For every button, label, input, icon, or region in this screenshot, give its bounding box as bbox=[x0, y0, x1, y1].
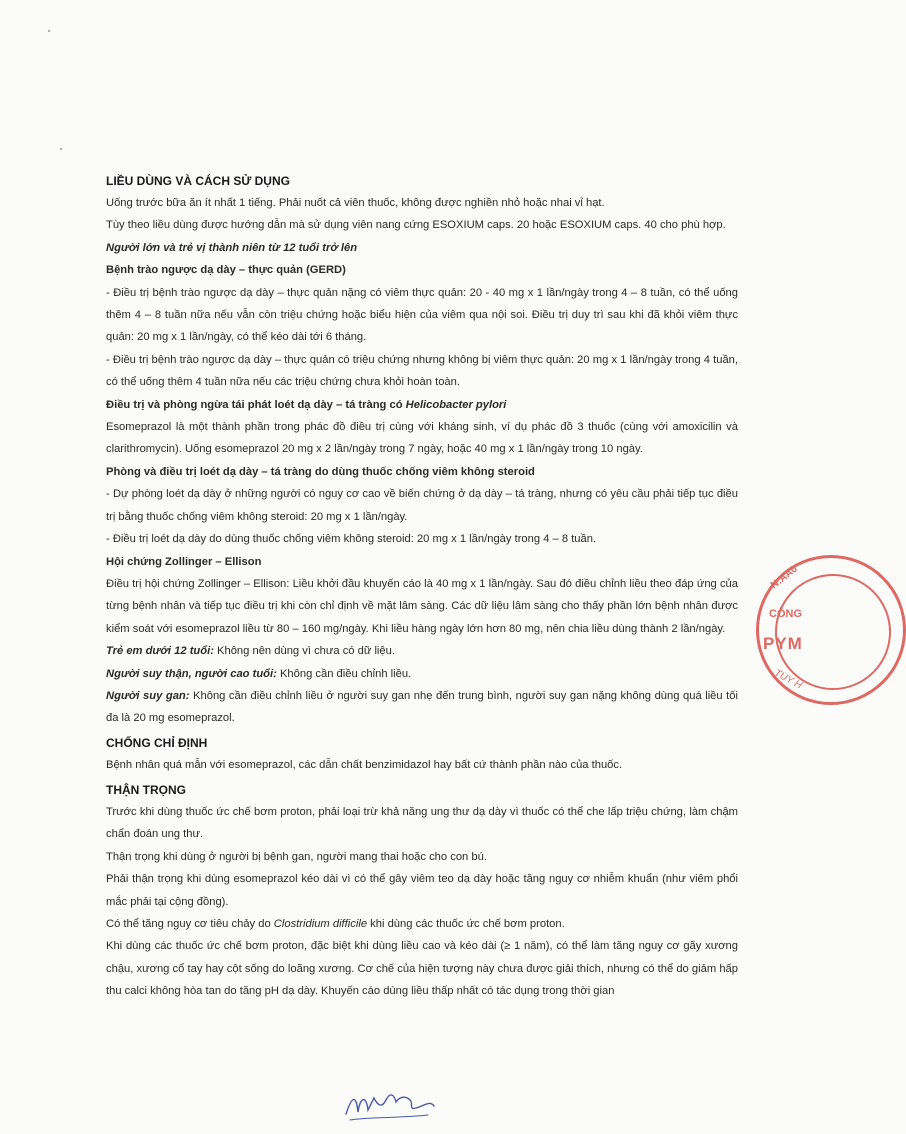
stamp-text-top: N:AA0 bbox=[768, 563, 800, 592]
stamp-inner-ring bbox=[775, 574, 891, 690]
paragraph: - Điều trị loét dạ dày do dùng thuốc chống viêm không steroid: 20 mg x 1 lần/ngày trong 4 – 8 tuần. bbox=[106, 533, 597, 546]
paragraph: Trước khi dùng thuốc ức chế bơm proton, phải loại trừ khả năng ung thư dạ dày vì thuốc có thể che lấp triệu chứng, làm chậm chẩn đoán ung thư. bbox=[106, 805, 738, 841]
stamp-text-mid: CÔNG bbox=[769, 608, 802, 620]
stamp-text-big: PYM bbox=[763, 634, 803, 653]
paragraph: - Điều trị bệnh trào ngược dạ dày – thực quản nặng có viêm thực quản: 20 - 40 mg x 1 lần/ngày trong 4 – 8 tuần, có thể uống thêm 4 – 8 tuần nữa nếu vẫn còn triệu chứng hoặc biểu hiện của viêm qua nội soi. Điều trị duy trì sau khi đã khỏi viêm thực quản: 20 mg x 1 lần/ngày, có thể kéo dài tới 6 tháng. bbox=[106, 286, 738, 344]
subheading-zollinger: Hội chứng Zollinger – Ellison bbox=[106, 555, 262, 568]
subheading-adults: Người lớn và trẻ vị thành niên từ 12 tuổi trở lên bbox=[106, 241, 358, 254]
signature-image bbox=[340, 1084, 440, 1124]
paragraph-renal bbox=[106, 663, 738, 685]
heading-text: Điều trị và phòng ngừa tái phát loét dạ dày – tá tràng có bbox=[106, 398, 406, 411]
paragraph: Phải thận trọng khi dùng esomeprazol kéo dài vì có thể gây viêm teo dạ dày hoặc tăng nguy cơ nhiễm khuẩn (như viêm phổi mắc phải tại cộng đồng). bbox=[106, 873, 738, 908]
paragraph: Uống trước bữa ăn ít nhất 1 tiếng. Phải nuốt cả viên thuốc, không được nghiền nhỏ hoặc nhai vỉ hạt. bbox=[106, 197, 605, 210]
section-heading-precautions: THẬN TRỌNG bbox=[106, 782, 186, 797]
stamp-text-bottom: TUY H bbox=[772, 667, 804, 692]
paragraph: Esomeprazol là một thành phần trong phác đồ điều trị cùng với kháng sinh, ví dụ phác đồ 3 thuốc (cùng với amoxicilin và clarithromycin). Uống esomeprazol 20 mg x 2 lần/ngày trong 7 ngày, hoặc 40 mg x 1 lần/ngày trong 10 ngày. bbox=[106, 421, 738, 456]
section-heading-dosage: LIỀU DÙNG VÀ CÁCH SỬ DỤNG bbox=[106, 174, 290, 188]
paragraph: Điều trị hội chứng Zollinger – Ellison: Liều khởi đầu khuyến cáo là 40 mg x 1 lần/ngày. Sau đó điều chỉnh liều theo đáp ứng của từng bệnh nhân và tiếp tục điều trị khi còn chỉ định về mặt lâm sàng. Các dữ liệu lâm sàng cho thấy phần lớn bệnh nhân được kiểm soát với esomeprazol liều từ 80 – 160 mg/ngày. Khi liều hàng ngày lớn hơn 80 mg, nên chia liều dùng thành 2 lần/ngày. bbox=[106, 577, 738, 635]
paragraph: - Điều trị bệnh trào ngược dạ dày – thực quản có triệu chứng nhưng không bị viêm thực quản: 20 mg x 1 lần/ngày trong 4 tuần, có thể uống thêm 4 tuần nữa nếu các triệu chứng chưa khỏi hoàn toàn. bbox=[106, 353, 738, 389]
subheading-gerd: Bệnh trào ngược dạ dày – thực quản (GERD) bbox=[106, 264, 346, 277]
paragraph: Bệnh nhân quá mẫn với esomeprazol, các dẫn chất benzimidazol hay bất cứ thành phần nào của thuốc. bbox=[106, 759, 623, 772]
italic-text: Clostridium difficile bbox=[273, 918, 368, 930]
text: Không nên dùng vì chưa có dữ liệu. bbox=[213, 645, 395, 658]
company-stamp bbox=[756, 555, 906, 705]
document-body bbox=[106, 168, 738, 1003]
heading-italic-text: Helicobacter pylori bbox=[405, 398, 507, 411]
label: Trẻ em dưới 12 tuổi: bbox=[106, 645, 214, 658]
paragraph: Khi dùng các thuốc ức chế bơm proton, đặc biệt khi dùng liều cao và kéo dài (≥ 1 năm), có thể làm tăng nguy cơ gãy xương chậu, xương cổ tay hay cột sống do loãng xương. Cơ chế của hiện tượng này chưa được giải thích, nhưng có thể do giảm hấp thu calci không hòa tan do tăng pH dạ dày. Khuyến cáo dùng liều thấp nhất có tác dụng trong thời gian bbox=[106, 940, 738, 998]
subheading-nsaid: Phòng và điều trị loét dạ dày – tá tràng do dùng thuốc chống viêm không steroid bbox=[106, 465, 535, 478]
subheading-helicobacter bbox=[106, 394, 738, 416]
label: Người suy thận, người cao tuổi: bbox=[106, 667, 277, 680]
paragraph-children bbox=[106, 640, 738, 662]
label: Người suy gan: bbox=[106, 689, 190, 702]
paragraph: Thận trọng khi dùng ở người bị bệnh gan, người mang thai hoặc cho con bú. bbox=[106, 850, 487, 863]
scan-speck bbox=[60, 148, 62, 150]
paragraph bbox=[106, 913, 738, 935]
paragraph-liver bbox=[106, 685, 738, 730]
paragraph: Tùy theo liều dùng được hướng dẫn mà sử dụng viên nang cứng ESOXIUM caps. 20 hoặc ESOXIUM caps. 40 cho phù hợp. bbox=[106, 218, 726, 231]
scan-speck bbox=[48, 30, 50, 32]
paragraph: - Dự phòng loét dạ dày ở những người có nguy cơ cao về biến chứng ở dạ dày – tá tràng, nhưng có yêu cầu phải tiếp tục điều trị bằng thuốc chống viêm không steroid: 20 mg x 1 lần/ngày. bbox=[106, 488, 738, 523]
text: Không cần điều chỉnh liều. bbox=[276, 667, 412, 680]
text: Không cần điều chỉnh liều ở người suy gan nhẹ đến trung bình, người suy gan nặng không dùng quá liều tối đa là 20 mg esomeprazol. bbox=[106, 689, 738, 725]
text: Có thể tăng nguy cơ tiêu chảy do bbox=[106, 918, 274, 930]
text: khi dùng các thuốc ức chế bơm proton. bbox=[367, 918, 565, 930]
section-heading-contraindications: CHỐNG CHỈ ĐỊNH bbox=[106, 735, 208, 750]
